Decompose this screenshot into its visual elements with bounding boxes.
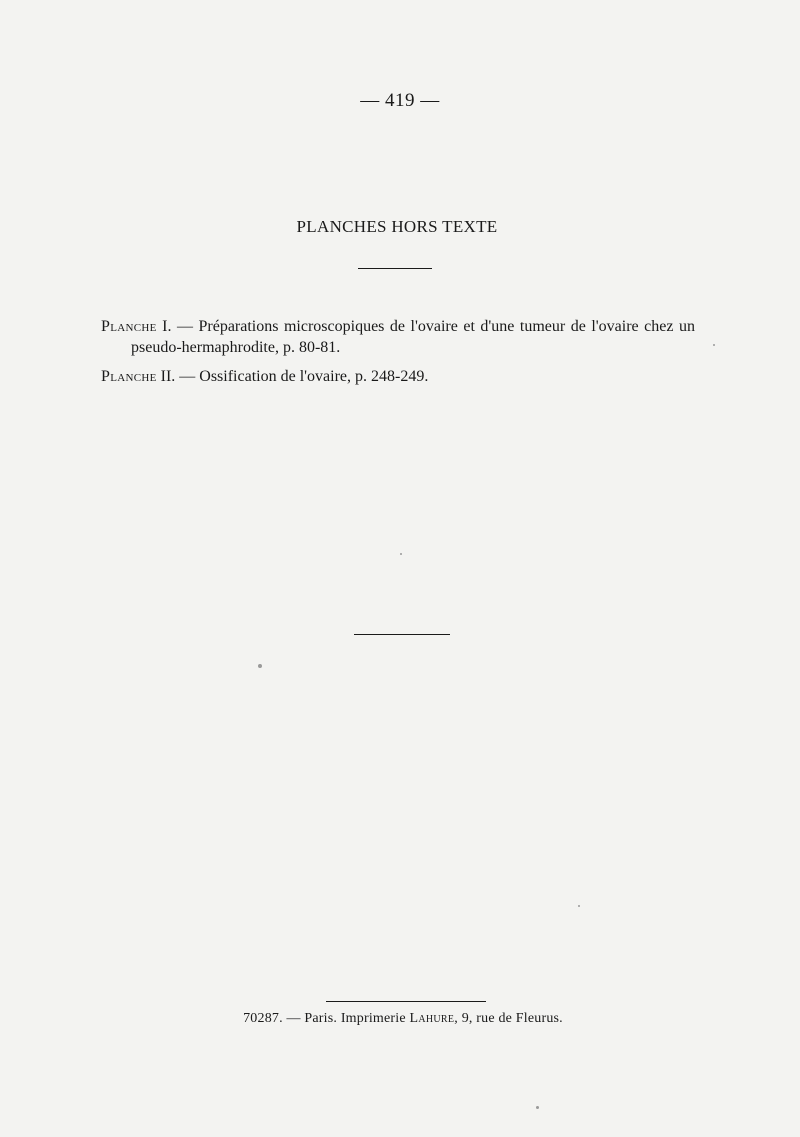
paper-speck bbox=[536, 1106, 539, 1109]
paper-speck bbox=[713, 344, 715, 346]
imprint-separator: — bbox=[286, 1011, 301, 1026]
page-number: — 419 — bbox=[360, 90, 440, 111]
paper-speck bbox=[258, 664, 262, 668]
section-end-divider bbox=[354, 634, 450, 635]
job-number: 70287. bbox=[243, 1011, 283, 1026]
plate-description: Préparations microscopiques de l'ovaire et d'une tumeur de l'ovaire chez un pseudo-hermaphrodite, p. 80-81. bbox=[131, 318, 695, 356]
plate-description: Ossification de l'ovaire, p. 248-249. bbox=[199, 368, 429, 385]
plate-separator: — bbox=[179, 368, 196, 385]
printer-imprint bbox=[0, 1011, 800, 1027]
plate-list bbox=[101, 316, 695, 395]
plate-label: Planche bbox=[101, 368, 157, 385]
plate-entry bbox=[101, 366, 695, 387]
plate-separator: — bbox=[176, 318, 193, 335]
plate-entry bbox=[101, 316, 695, 358]
plate-numeral: I. bbox=[162, 318, 172, 335]
plate-label: Planche bbox=[101, 318, 157, 335]
imprint-city: Paris. bbox=[304, 1011, 338, 1026]
printer-name: Lahure bbox=[409, 1011, 455, 1026]
printer-prefix: Imprimerie bbox=[340, 1011, 406, 1026]
paper-speck bbox=[578, 905, 580, 907]
printer-address: , 9, rue de Fleurus. bbox=[454, 1011, 563, 1026]
footer-divider bbox=[326, 1001, 486, 1002]
paper-speck bbox=[400, 553, 402, 555]
section-title: PLANCHES HORS TEXTE bbox=[296, 217, 498, 236]
plate-numeral: II. bbox=[160, 368, 176, 385]
title-divider bbox=[358, 268, 432, 269]
